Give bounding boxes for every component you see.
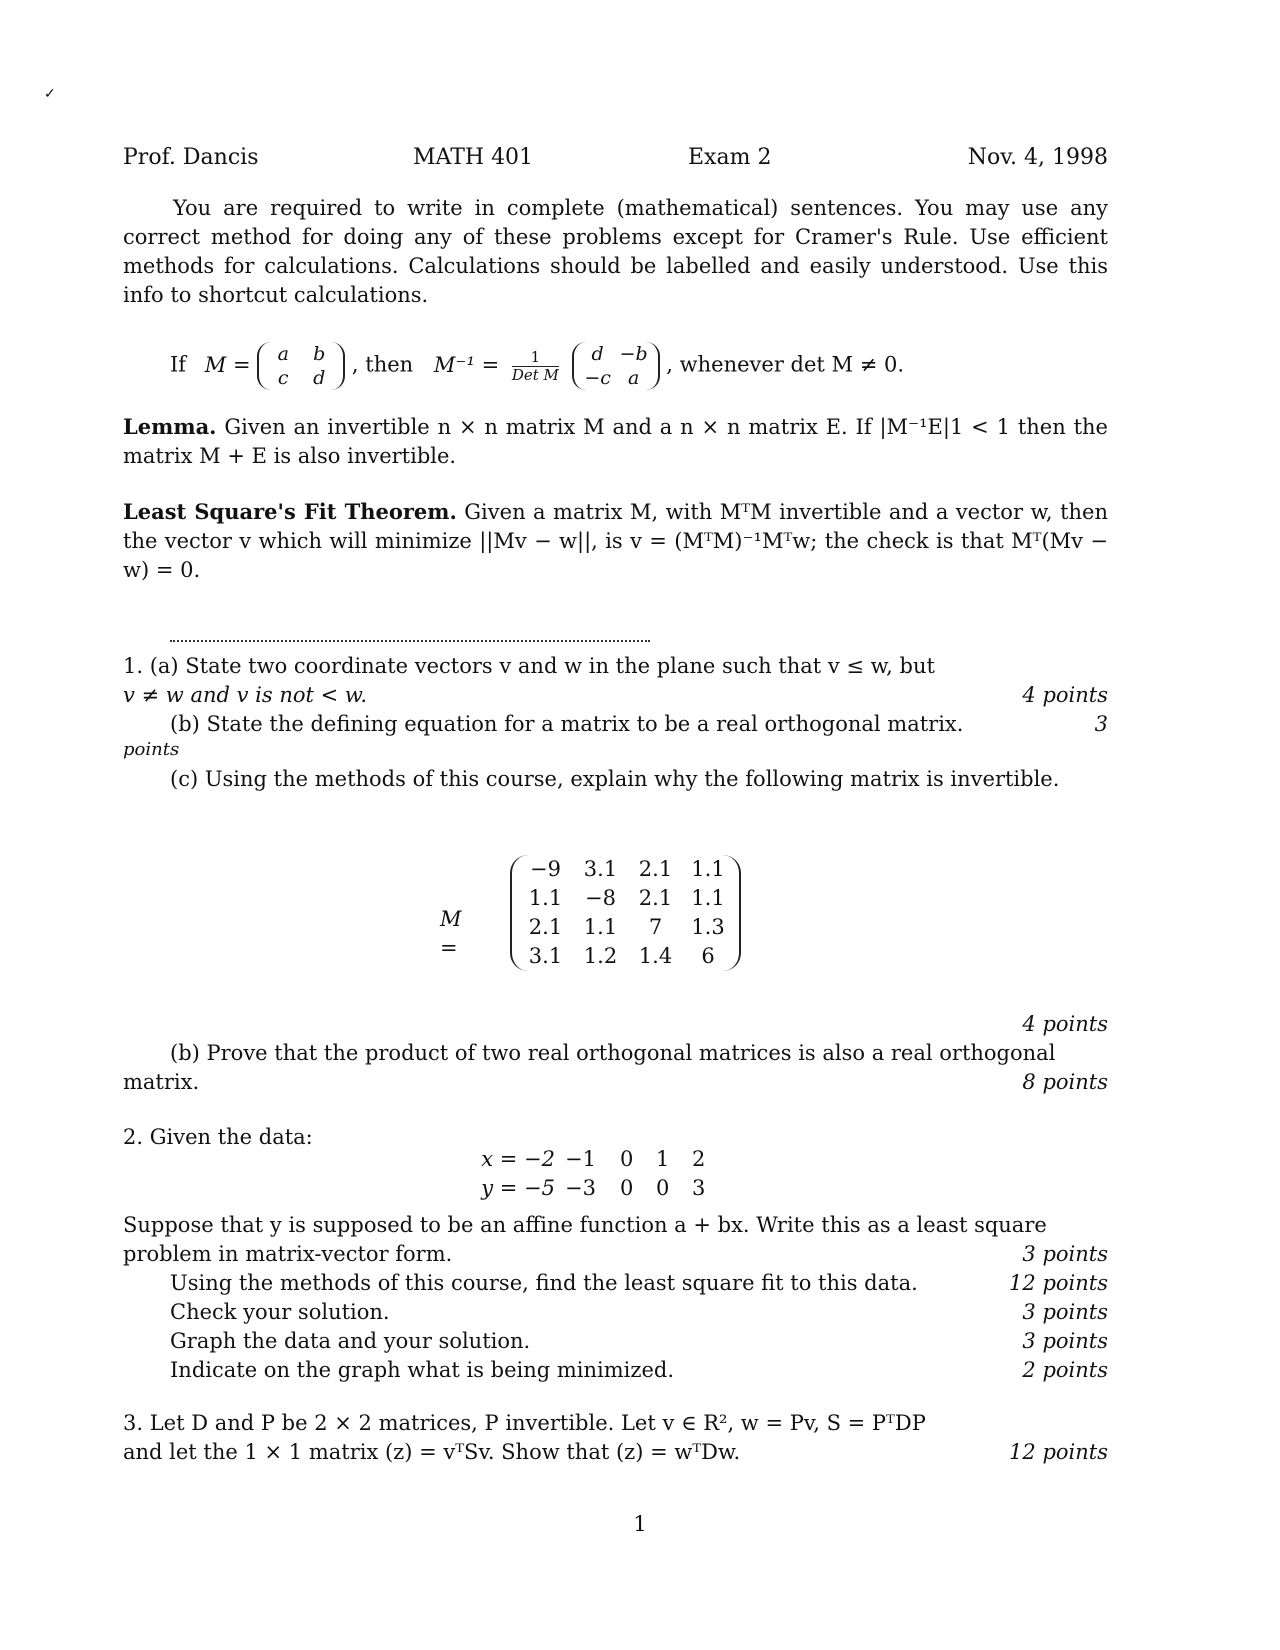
- data-table: [480, 1145, 728, 1203]
- m-entry: b: [313, 343, 326, 365]
- x-label: x = −2: [481, 1147, 555, 1171]
- inverse-formula: [170, 342, 1070, 402]
- x-value: −1: [565, 1147, 596, 1171]
- q1c-text: (c) Using the methods of this course, explain why the following matrix is invertible.: [170, 767, 1060, 791]
- q1c-points: 4 points: [1022, 1012, 1108, 1036]
- adj-entry: d: [591, 343, 604, 365]
- q1d-points: 8 points: [1022, 1070, 1108, 1094]
- q2-s5-row: [123, 1356, 1108, 1385]
- q2-s1-line1: Suppose that y is supposed to be an affine function a + bx. Write this as a least square: [123, 1213, 1047, 1237]
- matrix-entry: 3.1: [583, 857, 618, 881]
- adj-entry: −b: [619, 343, 648, 365]
- matrix-entry: 3.1: [528, 944, 563, 968]
- y-label: y = −5: [481, 1176, 555, 1200]
- q2-s2-text: Using the methods of this course, find the least square fit to this data.: [170, 1271, 918, 1295]
- course-code: MATH 401: [413, 145, 534, 170]
- x-value: 2: [692, 1147, 706, 1171]
- q2-s1-line2: problem in matrix-vector form.: [123, 1242, 453, 1266]
- q2-s3-points: 3 points: [1022, 1300, 1108, 1324]
- m-entry: c: [277, 367, 289, 389]
- matrix-entry: 1.1: [583, 915, 618, 939]
- q2-s2-row: [123, 1269, 1108, 1298]
- q1d-line2-row: [123, 1068, 1108, 1097]
- lemma: [123, 412, 1108, 471]
- theorem-text: Given a matrix M, with MᵀM invertible and a vector w, then the vector v which will minimize ||Mv − w||, is v = (MᵀM)⁻¹Mᵀw; the check is that Mᵀ(Mv − w) = 0.: [123, 500, 1108, 582]
- q1a-points: 4 points: [1022, 683, 1108, 707]
- divider: [170, 640, 650, 642]
- matrix-entry: 1.1: [691, 857, 725, 881]
- q2-s4-text: Graph the data and your solution.: [170, 1329, 531, 1353]
- matrix-m-2x2: [257, 342, 345, 390]
- y-value: 3: [692, 1176, 706, 1200]
- question-3: [123, 1409, 1108, 1467]
- q2-s4-points: 3 points: [1022, 1329, 1108, 1353]
- instructions: You are required to write in complete (mathematical) sentences. You may use any correct method for doing any of these problems except for Cramer's Rule. Use efficient methods for calculations. Calculations should be labelled and easily understood. Use this info to shortcut calculations.: [123, 196, 1108, 307]
- data-row-x: [480, 1145, 728, 1174]
- q1d-line2: matrix.: [123, 1070, 200, 1094]
- exam-header: [123, 143, 1108, 173]
- matrix-entry: 2.1: [638, 886, 673, 910]
- q1a-line2-row: [123, 681, 1108, 710]
- q1b-points-word: points: [123, 739, 180, 760]
- matrix-entry: 2.1: [528, 915, 563, 939]
- q2-s3-row: [123, 1298, 1108, 1327]
- x-value: 0: [620, 1147, 634, 1171]
- matrix-entry: 1.4: [638, 944, 673, 968]
- y-value: −3: [565, 1176, 596, 1200]
- exam-date: Nov. 4, 1998: [967, 145, 1108, 170]
- data-row-y: [480, 1174, 728, 1203]
- x-value: 1: [656, 1147, 670, 1171]
- q1a-line1: 1. (a) State two coordinate vectors v and w in the plane such that v ≤ w, but: [123, 654, 935, 678]
- formula-lhs: M =: [204, 352, 251, 377]
- matrix-entry: −9: [530, 857, 561, 881]
- scan-mark: ✓: [44, 86, 56, 102]
- formula-inverse: M⁻¹ =: [433, 352, 500, 377]
- q2-s4-row: [123, 1327, 1108, 1356]
- y-value: 0: [656, 1176, 670, 1200]
- fraction-denominator: Det M: [511, 365, 559, 384]
- q2-s1-points: 3 points: [1022, 1242, 1108, 1266]
- matrix-grid: [510, 855, 741, 971]
- lemma-title: Lemma.: [123, 414, 217, 439]
- q2-s5-points: 2 points: [1022, 1358, 1108, 1382]
- exam-title: Exam 2: [688, 145, 772, 170]
- question-1: [123, 652, 1108, 794]
- formula-then: , then: [351, 352, 414, 377]
- matrix-entry: 7: [648, 915, 663, 939]
- matrix-adjugate-2x2: [572, 342, 660, 390]
- question-1-continued: [123, 1010, 1108, 1097]
- matrix-entry: 1.2: [583, 944, 618, 968]
- q3-line1: 3. Let D and P be 2 × 2 matrices, P invertible. Let v ∈ R², w = Pv, S = PᵀDP: [123, 1411, 926, 1435]
- m-entry: d: [313, 367, 326, 389]
- fraction-numerator: 1: [512, 349, 559, 367]
- q3-points: 12 points: [1009, 1440, 1108, 1464]
- matrix-entry: 2.1: [638, 857, 673, 881]
- matrix-entry: 1.1: [528, 886, 563, 910]
- q2-s3-text: Check your solution.: [170, 1300, 390, 1324]
- page-number: 1: [633, 1512, 647, 1536]
- lemma-text: Given an invertible n × n matrix M and a n × n matrix E. If |M⁻¹E|1 < 1 then the matrix M + E is also invertible.: [123, 415, 1108, 468]
- q3-row: [123, 1438, 1108, 1467]
- matrix-entry: 1.3: [691, 915, 725, 939]
- q3-line2: and let the 1 × 1 matrix (z) = vᵀSv. Show that (z) = wᵀDw.: [123, 1440, 741, 1464]
- q1b-row: [123, 710, 1108, 739]
- least-squares-theorem: [123, 497, 1108, 585]
- q1b-points-number: 3: [1094, 712, 1108, 736]
- q1d-line1: (b) Prove that the product of two real orthogonal matrices is also a real orthogonal: [170, 1041, 1056, 1065]
- y-value: 0: [620, 1176, 634, 1200]
- q2-s2-points: 12 points: [1009, 1271, 1108, 1295]
- matrix-entry: 6: [701, 944, 715, 968]
- theorem-title: Least Square's Fit Theorem.: [123, 499, 457, 524]
- formula-if: If: [170, 352, 187, 377]
- q2-intro: 2. Given the data:: [123, 1125, 313, 1149]
- question-2: [123, 1211, 1108, 1385]
- q1b-text: (b) State the defining equation for a matrix to be a real orthogonal matrix.: [170, 712, 964, 736]
- adj-entry: −c: [584, 367, 611, 389]
- matrix-entry: 1.1: [691, 886, 725, 910]
- m-entry: a: [277, 343, 289, 365]
- matrix-label: M =: [440, 907, 462, 960]
- q2-s1-row: [123, 1240, 1108, 1269]
- fraction: [512, 349, 559, 384]
- matrix-entry: −8: [585, 886, 616, 910]
- professor-name: Prof. Dancis: [123, 145, 259, 170]
- formula-condition: , whenever det M ≠ 0.: [666, 352, 905, 377]
- q1c-points-row: [123, 1010, 1108, 1039]
- q2-s5-text: Indicate on the graph what is being minimized.: [170, 1358, 674, 1382]
- q1a-line2: v ≠ w and v is not < w.: [123, 683, 368, 707]
- adj-entry: a: [627, 367, 640, 389]
